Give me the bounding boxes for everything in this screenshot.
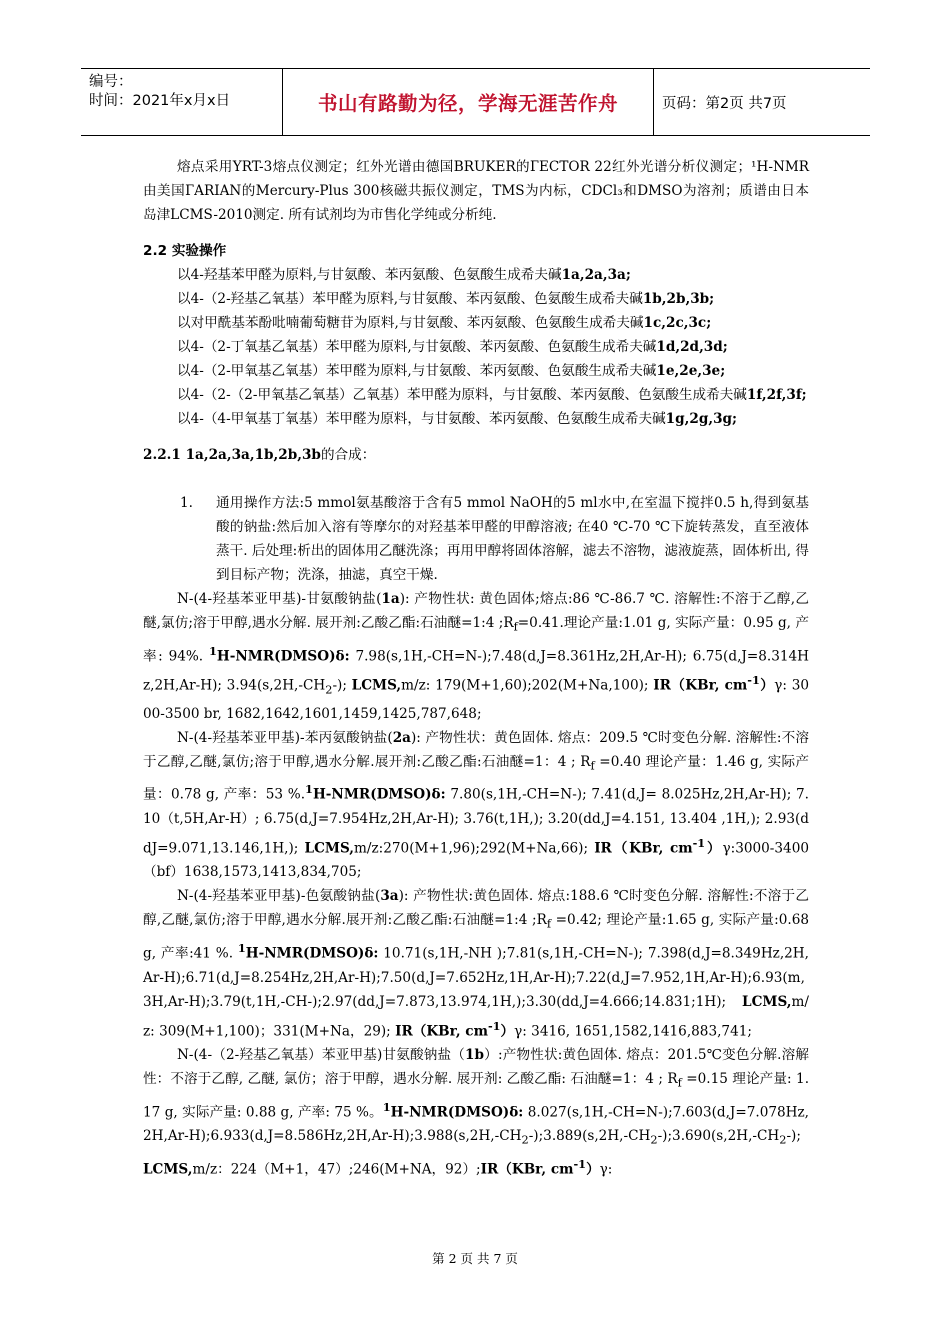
procedure-item: 以4-羟基苯甲醛为原料,与甘氨酸、苯丙氨酸、色氨酸生成希夫碱1a,2a,3a; [177, 267, 631, 283]
compound-2a: N-(4-羟基苯亚甲基)-苯丙氨酸钠盐(2a): 产物性状：黄色固体. 熔点：209.5 ℃时变色分解. 溶解性:不溶于乙醇,乙醚,氯仿;溶于甲醇,遇水分解.展开剂:乙酸乙酯:石油醚=1：4 ; $R_f =0.40$ 理论产量：1.46 g, 实际产量：0.78 g, 产率：53 %.$^1$H-NMR(DMSO)δ: 7.80(s,1H,-CH=N-); 7.41(d,J= 8.025Hz,2H,Ar-H); 7.10（t,5H,Ar-H）; 6.75(d,J=7.954Hz,2H,Ar-H); 3.76(t,1H,); 3.20(dd,J=4.151, 13.404 ,1H,); 2.93(ddJ=9.071,13.146,1H,); LCMS,m/z:270(M+1,96);292(M+Na,66); IR（KBr, $cm^{-1})\gamma:3000-3400(bf)1638,1573,1413,834,705$; [143, 729, 810, 881]
general-procedure [143, 491, 809, 587]
header-motto: 书山有路勤为径，学海无涯苦作舟 [283, 69, 654, 135]
procedure-item: 以4-（2-羟基乙氧基）苯甲醛为原料,与甘氨酸、苯丙氨酸、色氨酸生成希夫碱1b,2b,3b; [177, 291, 715, 307]
document-body [143, 155, 809, 1182]
header-meta [81, 69, 283, 135]
intro-paragraph: 熔点采用YRT-3熔点仪测定；红外光谱由德国BRUKER的ГECTOR 22红外光谱分析仪测定；¹H-NMR由美国ГARIAN的Mercury-Plus 300核磁共振仪测定，TMS为内标，CDCl₃和DMSO为溶剂；质谱由日本 岛津LCMS-2010测定. 所有试剂均为市售化学纯或分析纯. [143, 159, 809, 223]
section-heading-2-2-1: 2.2.1 1a,2a,3a,1b,2b,3b的合成： [143, 447, 376, 463]
procedure-item: 以4-（2-丁氧基乙氧基）苯甲醛为原料,与甘氨酸、苯丙氨酸、色氨酸生成希夫碱1d,2d,3d; [177, 339, 728, 355]
procedure-item: 以4-（4-甲氧基丁氧基）苯甲醛为原料，与甘氨酸、苯丙氨酸、色氨酸生成希夫碱1g,2g,3g; [177, 411, 738, 427]
general-procedure-text: 通用操作方法:5 mmol氨基酸溶于含有5 mmol NaOH的5 ml水中,在室温下搅拌0.5 h,得到氨基酸的钠盐:然后加入溶有等摩尔的对羟基苯甲醛的甲醇溶液; 在40 ℃-70 ℃下旋转蒸发，直至液体蒸干. 后处理:析出的固体用乙醚洗涤；再用甲醇将固体溶解，滤去不溶物，滤液旋蒸，固体析出, 得到目标产物；洗涤，抽滤，真空干燥. [216, 495, 809, 583]
procedure-item: 以4-（2-甲氧基乙氧基）苯甲醛为原料,与甘氨酸、苯丙氨酸、色氨酸生成希夫碱1e,2e,3e; [177, 363, 726, 379]
page-header [81, 68, 870, 136]
section-heading-2-2: 2.2 实验操作 [143, 243, 227, 259]
list-number: 1. [180, 495, 193, 511]
compound-1b: N-(4-（2-羟基乙氧基）苯亚甲基)甘氨酸钠盐（1b）:产物性状:黄色固体. 熔点：201.5℃变色分解.溶解性：不溶于乙醇, 乙醚, 氯仿；溶于甲醇，遇水分解. 展开剂: 乙酸乙酯: 石油醚=1：4 ; $R_f =0.15$ 理论产量: 1.17 g, 实际产量: 0.88 g, 产率: 75 %。$^1$H-NMR(DMSO)δ: $8.027(s,1H,-CH=N-);7.603(d,J=7.078Hz,2H,Ar-H);6.933(d,J=8.586Hz,2H,Ar-H);3.988(s,2H,-CH_2-);3.889(s,2H,-CH_2-);3.690(s,2H$,$-CH_2-);LCMS,m/z$：224（M+1，47）;246(M+NA，92）;IR（KBr, $cm^{-1})\gamma$: [143, 1047, 810, 1178]
procedure-item: 以4-（2-（2-甲氧基乙氧基）乙氧基）苯甲醛为原料，与甘氨酸、苯丙氨酸、色氨酸生成希夫碱1f,2f,3f; [177, 387, 807, 403]
procedure-item: 以对甲酰基苯酚吡喃葡萄糖苷为原料,与甘氨酸、苯丙氨酸、色氨酸生成希夫碱1c,2c,3c; [177, 315, 712, 331]
compound-3a: N-(4-羟基苯亚甲基)-色氨酸钠盐(3a): 产物性状:黄色固体. 熔点:188.6 ℃时变色分解. 溶解性:不溶于乙醇,乙醚,氯仿;溶于甲醇,遇水分解.展开剂:乙酸乙酯:石油醚=1:4 $;R_f =0.42$; 理论产量:1.65 g, 实际产量:0.68 g, 产率:41 %. $^1$H-NMR(DMSO)δ: 10.71(s,1H,-NH );7.81(s,1H,-CH=N-); 7.398(d,J=8.349Hz,2H,Ar-H);6.71(d,J=8.254Hz,2H,Ar-H);7.50(d,J=7.652Hz,1H,Ar-H);7.22(d,J=7.952,1H,Ar-H);6.93(m,3H,Ar-H);3.79(t,1H,-CH-);2.97(dd,J=7.873,13.974,1H,);3.30(dd,J=4.666;14.831;1H); LCMS,m/z: 309(M+1,100)；331(M+Na，29); IR（KBr, $cm^{-1})\gamma$: 3416, 1651,1582,1416,883,741; [143, 888, 810, 1040]
page-footer: 第 2 页 共 7 页 [432, 1251, 518, 1266]
doc-number: 编号： [89, 74, 133, 90]
header-page-label: 页码：第2页 共7页 [662, 95, 787, 112]
doc-date: 时间：2021年x月x日 [89, 93, 231, 109]
compound-1a: N-(4-羟基苯亚甲基)-甘氨酸钠盐(1a): 产物性状: 黄色固体;熔点:86 ℃-86.7 ℃. 溶解性:不溶于乙醇,乙醚,氯仿;溶于甲醇,遇水分解. 展开剂:乙酸乙酯:石油醚=1:4 $;R_f=0.41$.理论产量:1.01 g, 实际产量：0.95 g, 产率: 94%. $^1$H-NMR(DMSO)δ: 7.98(s,1H,-CH=N-);7.48(d,J=8.361Hz,2H,Ar-H); 6.75(d,J=8.314Hz,2H,Ar-H); $3.94(s,2H,-CH_2-)$; LCMS,m/z: 179(M+1,60);202(M+Na,100); IR（KBr, $cm^{-1})\gamma$: 3000-3500 br, 1682,1642,1601,1459,1425,787,648; [143, 591, 809, 722]
